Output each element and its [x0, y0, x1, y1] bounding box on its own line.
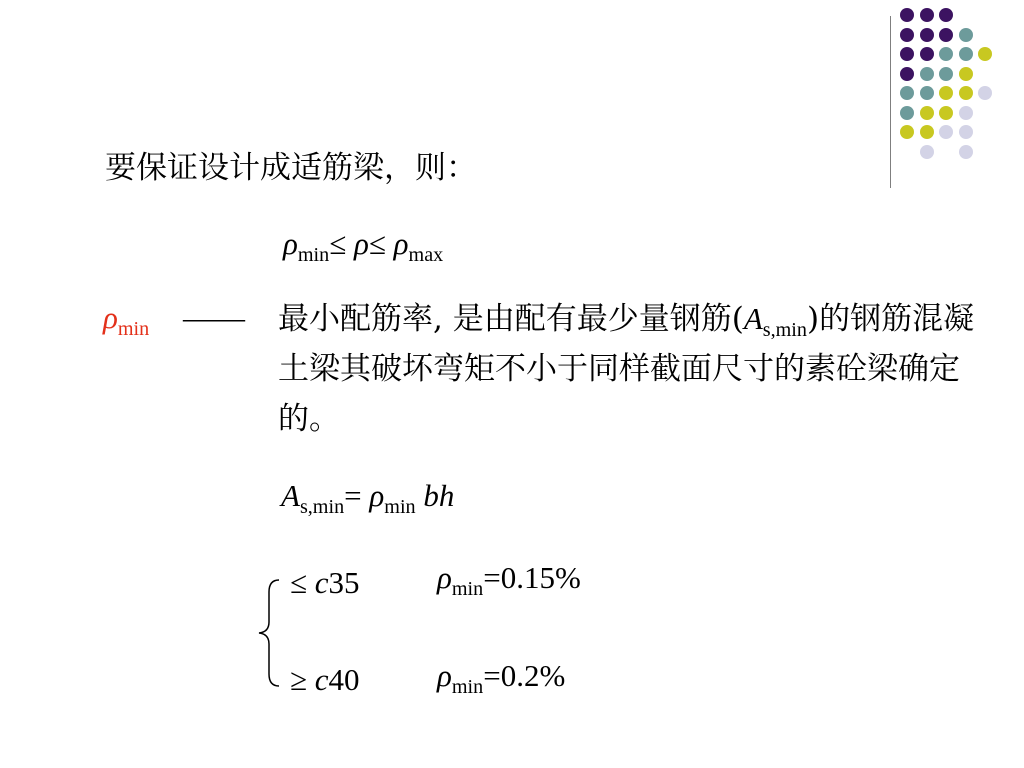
decorative-dot [959, 86, 973, 100]
decorative-dot [959, 67, 973, 81]
decorative-dot [900, 28, 914, 42]
decorative-dot [939, 28, 953, 42]
rho-symbol: ρ [437, 560, 452, 595]
a-subscript: s,min [762, 319, 807, 342]
le-symbol: ≤ [329, 226, 347, 261]
decorative-dot [920, 106, 934, 120]
left-brace [255, 578, 285, 688]
decorative-dot [939, 106, 953, 120]
definition-text [278, 294, 978, 444]
decorative-dot [939, 47, 953, 61]
rho-symbol: ρ [283, 226, 298, 261]
ratio-value: =0.15% [483, 560, 581, 595]
min-subscript: min [297, 244, 330, 267]
decorative-dot [900, 86, 914, 100]
intro-text: 要保证设计成适筋梁，则： [105, 150, 477, 186]
decorative-dot [900, 106, 914, 120]
max-subscript: max [408, 244, 444, 267]
equals-symbol: = [344, 478, 362, 513]
decorative-dot [900, 125, 914, 139]
decorative-dot [920, 47, 934, 61]
decorative-dot [978, 47, 992, 61]
grade-number: 35 [328, 565, 360, 600]
definition-part2: )的钢筋混凝土梁其破坏弯矩不小于同样截面尺寸的素砼梁确定的。 [278, 301, 975, 437]
decorative-dot [920, 67, 934, 81]
decorative-dot [900, 8, 914, 22]
min-subscript: min [117, 318, 150, 341]
decorative-dot-grid [900, 8, 1010, 168]
rho-symbol: ρ [354, 226, 369, 261]
bh-term: bh [423, 478, 455, 513]
grade-letter: c [314, 565, 329, 600]
rho-symbol: ρ [393, 226, 409, 261]
decorative-dot [920, 28, 934, 42]
as-min-formula [281, 478, 455, 519]
decorative-dot [978, 86, 992, 100]
rho-min-label [103, 300, 150, 341]
case-condition-1 [290, 565, 360, 601]
case-value-1 [437, 560, 581, 601]
a-symbol: A [281, 478, 300, 513]
rho-symbol: ρ [369, 478, 385, 513]
decorative-dot [900, 67, 914, 81]
le-symbol: ≤ [368, 226, 386, 261]
decorative-dot [920, 145, 934, 159]
ge-symbol: ≥ [290, 662, 308, 697]
min-subscript: min [384, 496, 416, 519]
decorative-dot [939, 67, 953, 81]
case-condition-2 [290, 662, 360, 698]
rho-symbol: ρ [103, 300, 118, 335]
ratio-value: =0.2% [483, 658, 566, 693]
min-subscript: min [451, 676, 484, 699]
decorative-dot [920, 8, 934, 22]
decorative-dot [959, 47, 973, 61]
ratio-inequality [283, 226, 444, 267]
case-value-2 [437, 658, 566, 699]
decorative-dot [959, 145, 973, 159]
le-symbol: ≤ [290, 565, 308, 600]
a-subscript: s,min [299, 496, 345, 519]
min-subscript: min [451, 578, 484, 601]
divider-line [890, 16, 891, 188]
grade-number: 40 [328, 662, 360, 697]
a-symbol: A [743, 301, 763, 336]
em-dash: —— [183, 300, 245, 335]
decorative-dot [959, 106, 973, 120]
definition-part1: 最小配筋率, 是由配有最少量钢筋( [278, 301, 744, 337]
decorative-dot [939, 8, 953, 22]
decorative-dot [959, 28, 973, 42]
decorative-dot [939, 125, 953, 139]
decorative-dot [920, 125, 934, 139]
rho-symbol: ρ [437, 658, 452, 693]
grade-letter: c [314, 662, 329, 697]
decorative-dot [959, 125, 973, 139]
decorative-dot [939, 86, 953, 100]
decorative-dot [920, 86, 934, 100]
decorative-dot [900, 47, 914, 61]
